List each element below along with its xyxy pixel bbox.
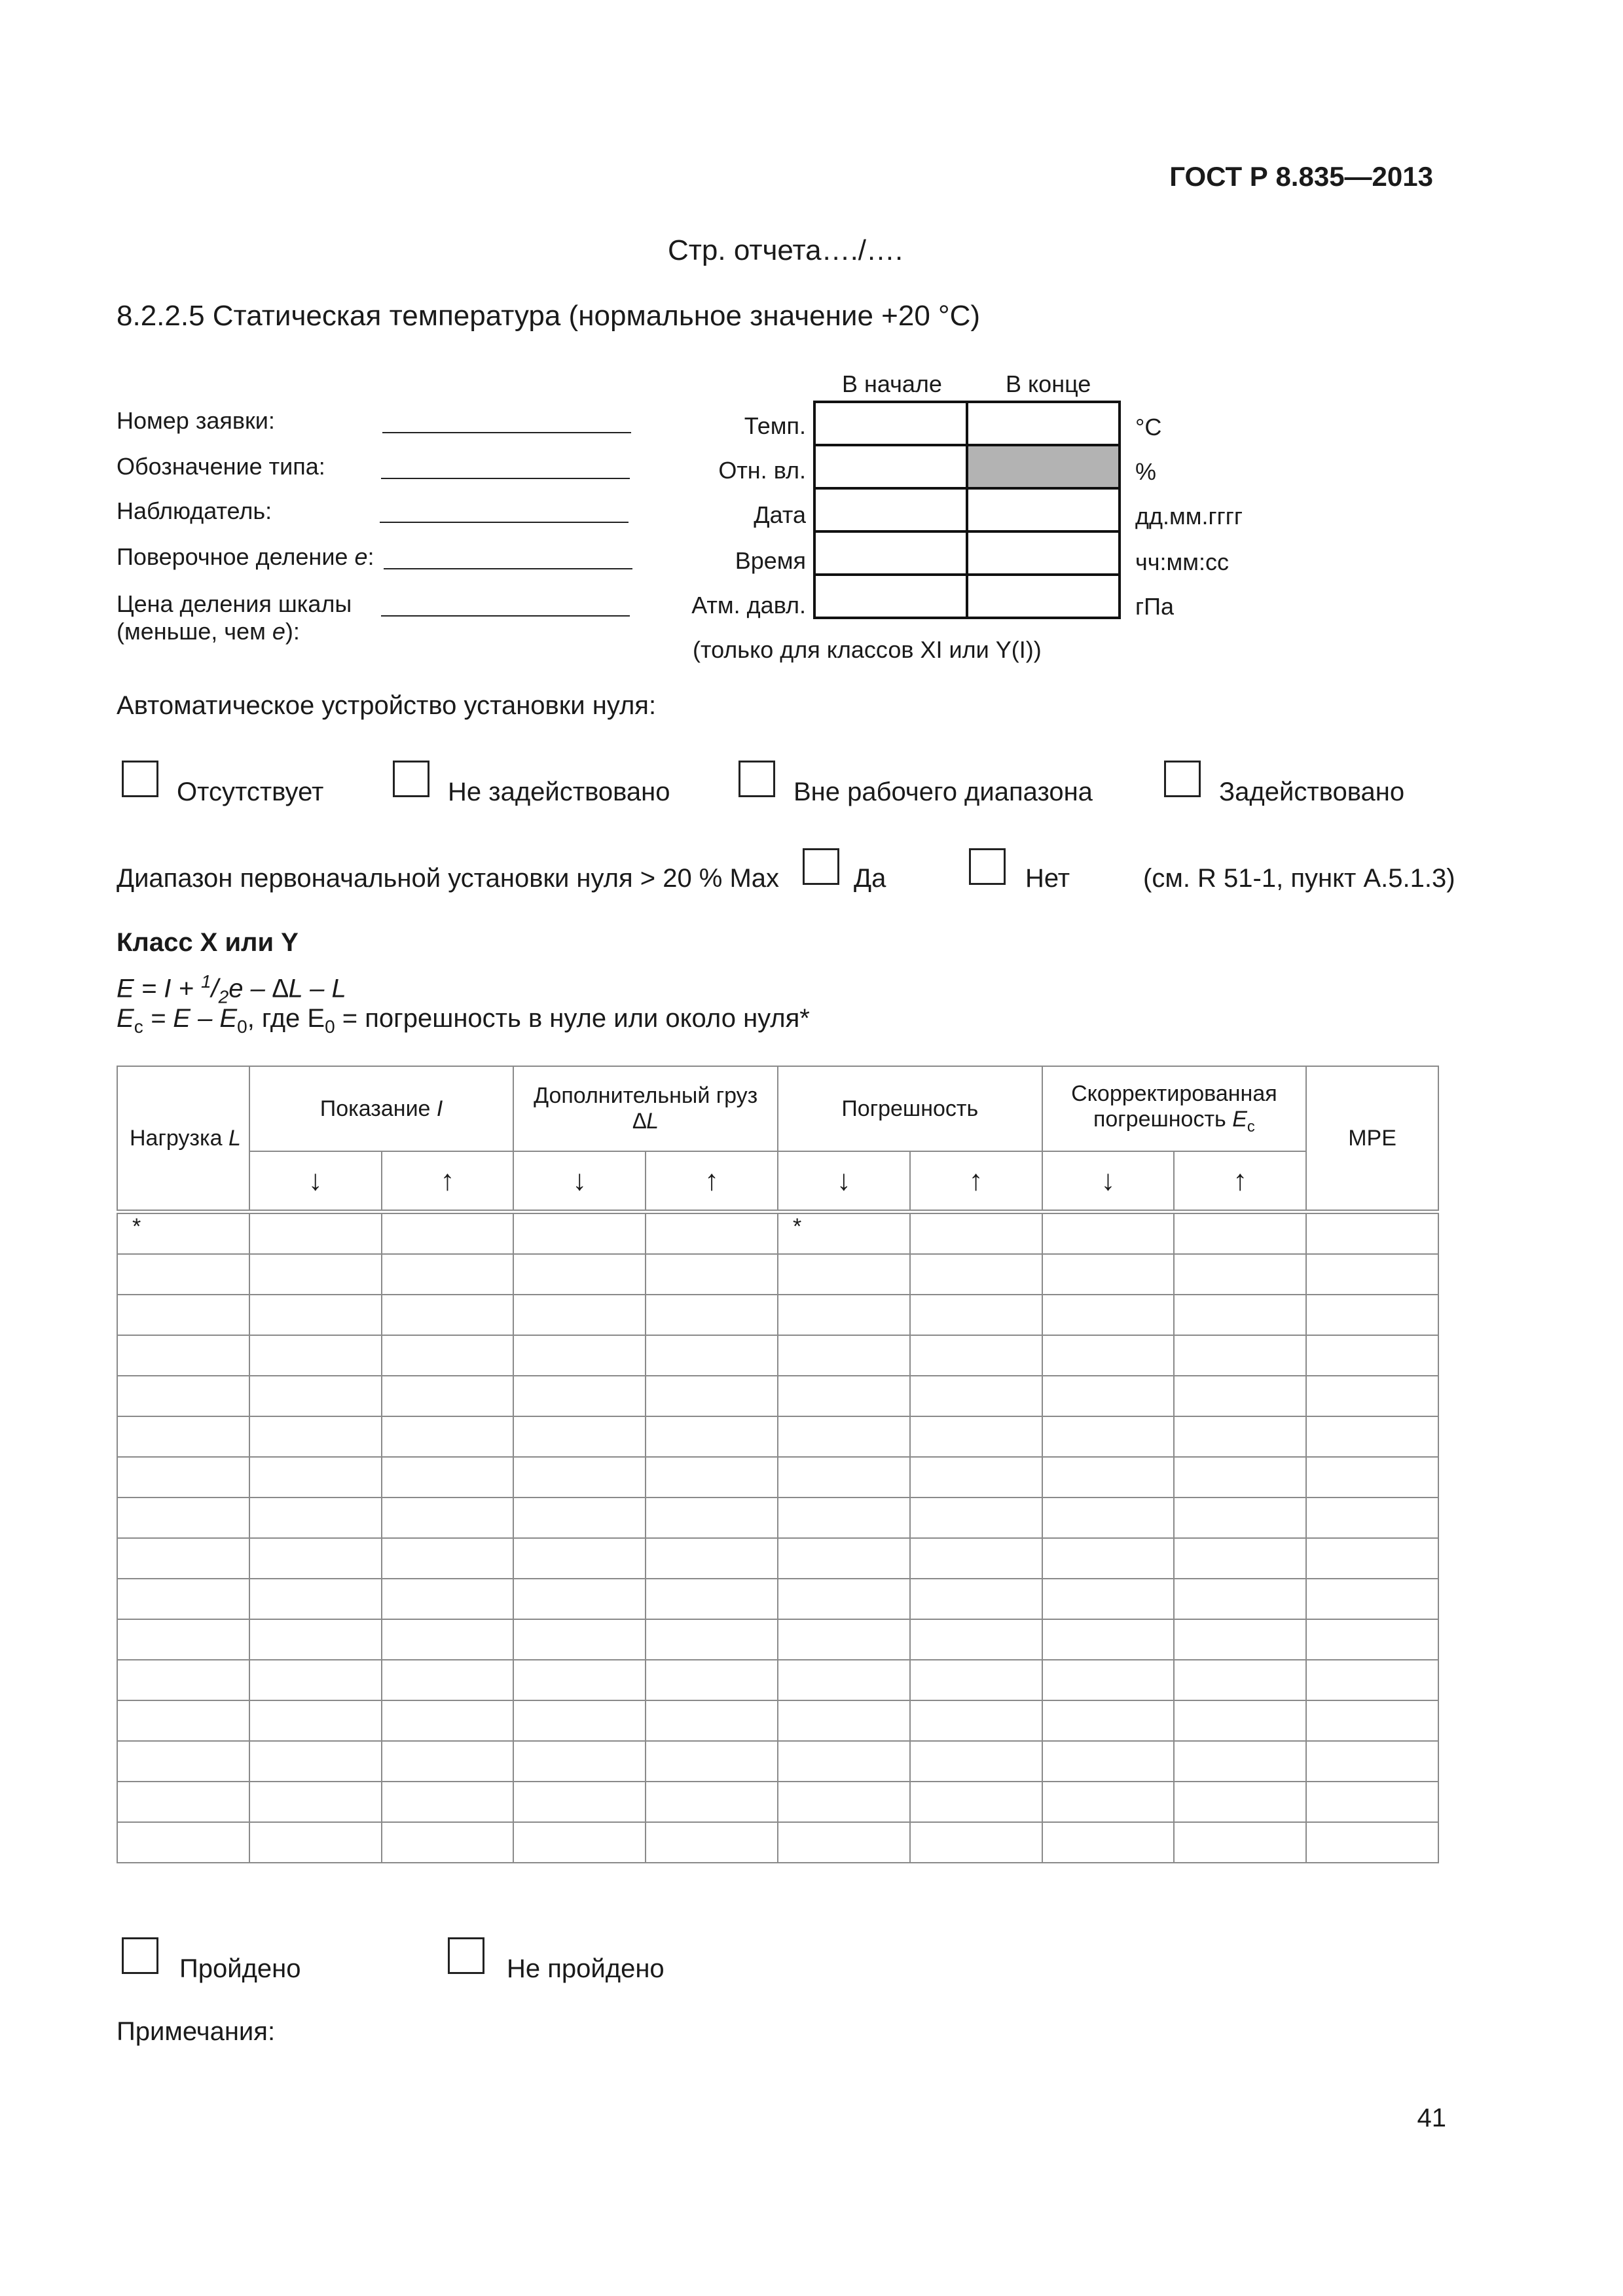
table-row xyxy=(117,1254,1438,1295)
table-cell[interactable] xyxy=(382,1457,514,1498)
table-cell[interactable] xyxy=(910,1295,1042,1335)
zero-range-label: Диапазон первоначальной установки нуля > 20 % Max xyxy=(117,864,780,893)
table-cell[interactable] xyxy=(1306,1660,1438,1700)
table-cell[interactable] xyxy=(249,1619,382,1660)
checkbox-engaged[interactable] xyxy=(1164,761,1201,797)
table-cell[interactable] xyxy=(382,1822,514,1863)
table-cell[interactable] xyxy=(910,1376,1042,1416)
cell-humidity-start[interactable] xyxy=(814,445,967,488)
table-cell[interactable] xyxy=(513,1335,646,1376)
table-cell[interactable] xyxy=(1174,1498,1306,1538)
table-row xyxy=(117,1416,1438,1457)
table-cell[interactable] xyxy=(1042,1741,1175,1782)
arrow-up-icon: ↑ xyxy=(646,1151,778,1212)
table-cell[interactable] xyxy=(117,1498,249,1538)
checkbox-absent[interactable] xyxy=(122,761,158,797)
table-cell[interactable] xyxy=(1042,1619,1175,1660)
field-line-scale-division[interactable] xyxy=(381,615,630,617)
table-cell[interactable] xyxy=(382,1660,514,1700)
checkbox-no[interactable] xyxy=(969,848,1006,885)
cell-date-end[interactable] xyxy=(967,488,1120,531)
table-cell[interactable] xyxy=(117,1660,249,1700)
table-cell[interactable] xyxy=(910,1700,1042,1741)
label-absent: Отсутствует xyxy=(177,778,324,806)
table-cell[interactable] xyxy=(1042,1498,1175,1538)
table-cell[interactable] xyxy=(1174,1212,1306,1255)
table-row xyxy=(117,1579,1438,1619)
conditions-unit-humidity: % xyxy=(1135,458,1157,485)
table-cell[interactable] xyxy=(249,1741,382,1782)
conditions-table xyxy=(813,401,1121,619)
table-cell[interactable] xyxy=(646,1254,778,1295)
field-label-observer: Наблюдатель: xyxy=(117,497,272,524)
table-cell[interactable] xyxy=(117,1700,249,1741)
conditions-row-label-pressure: Атм. давл. xyxy=(691,592,806,619)
table-cell[interactable] xyxy=(1042,1457,1175,1498)
table-cell[interactable] xyxy=(1174,1457,1306,1498)
table-cell[interactable] xyxy=(1042,1212,1175,1255)
conditions-row-label-humidity: Отн. вл. xyxy=(718,457,806,484)
table-cell[interactable] xyxy=(910,1335,1042,1376)
table-cell[interactable] xyxy=(117,1376,249,1416)
table-row xyxy=(117,1538,1438,1579)
col-header-additional-load: Дополнительный груз ∆L xyxy=(513,1066,778,1151)
arrow-up-icon: ↑ xyxy=(1174,1151,1306,1212)
col-header-mpe: MPE xyxy=(1306,1066,1438,1212)
table-cell[interactable] xyxy=(646,1457,778,1498)
table-cell[interactable] xyxy=(117,1822,249,1863)
conditions-col-end: В конце xyxy=(1006,370,1091,397)
table-cell[interactable] xyxy=(910,1619,1042,1660)
table-cell[interactable] xyxy=(249,1416,382,1457)
table-cell[interactable] xyxy=(249,1335,382,1376)
field-label-type-designation: Обозначение типа: xyxy=(117,453,325,480)
col-header-load: Нагрузка L xyxy=(117,1066,249,1212)
label-yes: Да xyxy=(854,864,886,893)
table-row xyxy=(117,1660,1438,1700)
table-cell[interactable] xyxy=(1174,1619,1306,1660)
table-cell[interactable] xyxy=(117,1416,249,1457)
cell-temp-start[interactable] xyxy=(814,402,967,445)
table-row xyxy=(117,1822,1438,1863)
table-cell[interactable] xyxy=(1174,1660,1306,1700)
table-cell[interactable] xyxy=(910,1212,1042,1255)
table-row xyxy=(117,1619,1438,1660)
table-cell[interactable] xyxy=(513,1457,646,1498)
label-not-engaged: Не задействовано xyxy=(448,778,670,806)
arrow-down-icon: ↓ xyxy=(249,1151,382,1212)
table-cell[interactable] xyxy=(1306,1538,1438,1579)
table-cell[interactable] xyxy=(513,1741,646,1782)
conditions-unit-date: дд.мм.гггг xyxy=(1135,503,1243,529)
table-cell[interactable] xyxy=(249,1457,382,1498)
formula-error: $E = I + ^1/_2e - \Delta L - L$ xyxy=(117,971,346,1007)
table-cell[interactable] xyxy=(1042,1700,1175,1741)
label-out-of-range: Вне рабочего диапазона xyxy=(793,778,1093,806)
table-cell[interactable] xyxy=(778,1498,910,1538)
col-header-corrected-error: Скорректированная погрешность $E_c$ xyxy=(1042,1066,1307,1151)
table-cell[interactable] xyxy=(1174,1254,1306,1295)
table-cell[interactable] xyxy=(1306,1619,1438,1660)
checkbox-not-engaged[interactable] xyxy=(393,761,429,797)
table-row xyxy=(117,1700,1438,1741)
col-header-reading: Показание I xyxy=(249,1066,514,1151)
conditions-row-label-temp: Темп. xyxy=(744,412,806,439)
checkbox-yes[interactable] xyxy=(803,848,839,885)
table-cell[interactable] xyxy=(646,1782,778,1822)
table-cell[interactable] xyxy=(1042,1822,1175,1863)
table-cell[interactable] xyxy=(1042,1579,1175,1619)
table-cell[interactable] xyxy=(778,1295,910,1335)
table-cell[interactable] xyxy=(910,1498,1042,1538)
table-row xyxy=(117,1295,1438,1335)
table-cell[interactable] xyxy=(382,1538,514,1579)
table-cell[interactable] xyxy=(778,1538,910,1579)
table-cell[interactable] xyxy=(1306,1335,1438,1376)
notes-label: Примечания: xyxy=(117,2017,276,2046)
zero-load-marker[interactable]: * xyxy=(117,1212,249,1255)
table-cell[interactable] xyxy=(513,1212,646,1255)
table-cell[interactable] xyxy=(1042,1660,1175,1700)
table-cell[interactable] xyxy=(910,1741,1042,1782)
table-cell[interactable] xyxy=(1306,1457,1438,1498)
table-cell[interactable] xyxy=(382,1376,514,1416)
table-cell[interactable] xyxy=(513,1660,646,1700)
table-cell[interactable] xyxy=(1174,1295,1306,1335)
table-cell[interactable] xyxy=(778,1579,910,1619)
table-cell[interactable] xyxy=(778,1416,910,1457)
table-row xyxy=(117,1457,1438,1498)
table-row xyxy=(117,1335,1438,1376)
table-cell[interactable] xyxy=(513,1619,646,1660)
cell-pressure-end[interactable] xyxy=(967,575,1120,618)
cell-time-end[interactable] xyxy=(967,531,1120,575)
table-cell[interactable] xyxy=(778,1376,910,1416)
table-cell[interactable] xyxy=(646,1212,778,1255)
cell-temp-end[interactable] xyxy=(967,402,1120,445)
conditions-row-label-time: Время xyxy=(735,547,806,574)
table-cell[interactable] xyxy=(513,1498,646,1538)
conditions-col-start: В начале xyxy=(842,370,942,397)
table-cell[interactable] xyxy=(117,1254,249,1295)
table-cell[interactable] xyxy=(1042,1376,1175,1416)
class-title: Класс X или Y xyxy=(117,928,299,957)
arrow-up-icon: ↑ xyxy=(382,1151,514,1212)
checkbox-passed[interactable] xyxy=(122,1937,158,1974)
table-cell[interactable] xyxy=(1042,1335,1175,1376)
conditions-unit-pressure: гПа xyxy=(1135,593,1175,620)
table-cell[interactable] xyxy=(1174,1579,1306,1619)
table-cell[interactable] xyxy=(1174,1416,1306,1457)
table-cell[interactable] xyxy=(1306,1376,1438,1416)
arrow-down-icon: ↓ xyxy=(513,1151,646,1212)
table-row xyxy=(117,1212,1438,1255)
table-cell[interactable] xyxy=(513,1782,646,1822)
field-line-type-designation[interactable] xyxy=(381,478,630,479)
table-row xyxy=(117,1782,1438,1822)
table-cell[interactable] xyxy=(646,1498,778,1538)
table-cell[interactable] xyxy=(1174,1700,1306,1741)
label-passed: Пройдено xyxy=(179,1954,301,1983)
table-cell[interactable] xyxy=(513,1579,646,1619)
table-cell[interactable] xyxy=(117,1619,249,1660)
table-cell[interactable] xyxy=(382,1700,514,1741)
table-cell[interactable] xyxy=(513,1416,646,1457)
conditions-row-label-date: Дата xyxy=(754,501,806,528)
table-cell[interactable] xyxy=(646,1741,778,1782)
table-cell[interactable] xyxy=(117,1782,249,1822)
label-no: Нет xyxy=(1025,864,1070,893)
table-cell[interactable] xyxy=(646,1579,778,1619)
conditions-note: (только для классов XI или Y(I)) xyxy=(693,636,1042,663)
cell-pressure-start[interactable] xyxy=(814,575,967,618)
zero-load-marker[interactable]: * xyxy=(778,1212,910,1255)
table-cell[interactable] xyxy=(910,1254,1042,1295)
table-cell[interactable] xyxy=(1306,1579,1438,1619)
table-cell[interactable] xyxy=(249,1700,382,1741)
page-number: 41 xyxy=(1417,2104,1446,2132)
table-cell[interactable] xyxy=(249,1538,382,1579)
table-cell[interactable] xyxy=(1042,1254,1175,1295)
cell-date-start[interactable] xyxy=(814,488,967,531)
table-cell[interactable] xyxy=(382,1619,514,1660)
table-cell[interactable] xyxy=(117,1335,249,1376)
formula-corrected-error: $E_c = E - E_0$, где $E_0$ = погрешность в нуле или около нуля* xyxy=(117,1004,810,1037)
table-cell[interactable] xyxy=(910,1416,1042,1457)
field-label-scale-division: Цена деления шкалы (меньше, чем e): xyxy=(117,590,352,645)
table-cell[interactable] xyxy=(1174,1782,1306,1822)
field-label-application-number: Номер заявки: xyxy=(117,407,275,434)
conditions-unit-temp: °C xyxy=(1135,414,1162,440)
table-cell[interactable] xyxy=(1306,1254,1438,1295)
table-cell[interactable] xyxy=(1042,1538,1175,1579)
section-title: 8.2.2.5 Статическая температура (нормальное значение +20 °C) xyxy=(117,300,981,332)
checkbox-failed[interactable] xyxy=(448,1937,484,1974)
table-cell[interactable] xyxy=(382,1579,514,1619)
standard-header: ГОСТ Р 8.835—2013 xyxy=(1169,161,1433,192)
table-cell[interactable] xyxy=(1306,1700,1438,1741)
table-cell[interactable] xyxy=(1306,1212,1438,1255)
field-line-verification-division[interactable] xyxy=(384,568,632,569)
table-cell[interactable] xyxy=(249,1579,382,1619)
zero-range-reference: (см. R 51-1, пункт A.5.1.3) xyxy=(1143,864,1455,893)
table-cell[interactable] xyxy=(513,1538,646,1579)
table-cell[interactable] xyxy=(778,1782,910,1822)
field-label-verification-division: Поверочное деление e: xyxy=(117,543,374,570)
table-cell[interactable] xyxy=(1306,1822,1438,1863)
zero-device-title: Автоматическое устройство установки нуля: xyxy=(117,691,657,720)
table-cell[interactable] xyxy=(117,1579,249,1619)
table-cell[interactable] xyxy=(910,1538,1042,1579)
table-cell[interactable] xyxy=(382,1741,514,1782)
table-cell[interactable] xyxy=(910,1822,1042,1863)
table-cell[interactable] xyxy=(1042,1782,1175,1822)
table-cell[interactable] xyxy=(778,1457,910,1498)
table-cell[interactable] xyxy=(646,1822,778,1863)
col-header-error: Погрешность xyxy=(778,1066,1042,1151)
table-cell[interactable] xyxy=(249,1660,382,1700)
report-page-counter: Стр. отчета…./…. xyxy=(668,234,903,266)
table-cell[interactable] xyxy=(513,1295,646,1335)
label-engaged: Задействовано xyxy=(1219,778,1405,806)
table-cell[interactable] xyxy=(910,1660,1042,1700)
table-cell[interactable] xyxy=(1174,1376,1306,1416)
table-cell[interactable] xyxy=(1174,1822,1306,1863)
table-cell[interactable] xyxy=(117,1457,249,1498)
table-cell[interactable] xyxy=(382,1254,514,1295)
table-cell[interactable] xyxy=(778,1335,910,1376)
table-cell[interactable] xyxy=(778,1741,910,1782)
table-cell[interactable] xyxy=(117,1295,249,1335)
table-row xyxy=(117,1741,1438,1782)
table-cell[interactable] xyxy=(1306,1741,1438,1782)
table-cell[interactable] xyxy=(1174,1335,1306,1376)
cell-humidity-end xyxy=(967,445,1120,488)
table-cell[interactable] xyxy=(778,1700,910,1741)
table-cell[interactable] xyxy=(1306,1782,1438,1822)
table-row xyxy=(117,1498,1438,1538)
table-cell[interactable] xyxy=(1306,1416,1438,1457)
conditions-unit-time: чч:мм:сс xyxy=(1135,548,1230,575)
table-cell[interactable] xyxy=(778,1254,910,1295)
label-failed: Не пройдено xyxy=(507,1954,665,1983)
field-line-application-number[interactable] xyxy=(382,432,631,433)
table-cell[interactable] xyxy=(646,1376,778,1416)
table-cell[interactable] xyxy=(1174,1741,1306,1782)
table-cell[interactable] xyxy=(1042,1416,1175,1457)
table-cell[interactable] xyxy=(382,1416,514,1457)
table-cell[interactable] xyxy=(910,1782,1042,1822)
table-cell[interactable] xyxy=(646,1416,778,1457)
table-cell[interactable] xyxy=(382,1498,514,1538)
table-cell[interactable] xyxy=(513,1822,646,1863)
table-cell[interactable] xyxy=(778,1822,910,1863)
table-cell[interactable] xyxy=(646,1660,778,1700)
table-cell[interactable] xyxy=(382,1782,514,1822)
table-cell[interactable] xyxy=(646,1335,778,1376)
table-cell[interactable] xyxy=(249,1376,382,1416)
table-cell[interactable] xyxy=(249,1254,382,1295)
field-line-observer[interactable] xyxy=(380,522,629,523)
table-cell[interactable] xyxy=(513,1376,646,1416)
table-cell[interactable] xyxy=(910,1457,1042,1498)
table-cell[interactable] xyxy=(249,1212,382,1255)
table-cell[interactable] xyxy=(382,1295,514,1335)
table-cell[interactable] xyxy=(249,1498,382,1538)
arrow-up-icon: ↑ xyxy=(910,1151,1042,1212)
table-cell[interactable] xyxy=(778,1660,910,1700)
table-cell[interactable] xyxy=(382,1212,514,1255)
table-cell[interactable] xyxy=(117,1741,249,1782)
table-cell[interactable] xyxy=(249,1822,382,1863)
arrow-down-icon: ↓ xyxy=(778,1151,910,1212)
table-cell[interactable] xyxy=(249,1295,382,1335)
checkbox-out-of-range[interactable] xyxy=(739,761,775,797)
table-cell[interactable] xyxy=(910,1579,1042,1619)
table-cell[interactable] xyxy=(513,1700,646,1741)
arrow-down-icon: ↓ xyxy=(1042,1151,1175,1212)
table-cell[interactable] xyxy=(646,1700,778,1741)
table-cell[interactable] xyxy=(646,1295,778,1335)
table-cell[interactable] xyxy=(117,1538,249,1579)
table-cell[interactable] xyxy=(1306,1498,1438,1538)
table-cell[interactable] xyxy=(778,1619,910,1660)
table-cell[interactable] xyxy=(382,1335,514,1376)
table-cell[interactable] xyxy=(513,1254,646,1295)
measurement-table xyxy=(117,1066,1439,1863)
table-cell[interactable] xyxy=(1306,1295,1438,1335)
table-cell[interactable] xyxy=(249,1782,382,1822)
table-cell[interactable] xyxy=(1174,1538,1306,1579)
table-row xyxy=(117,1376,1438,1416)
table-cell[interactable] xyxy=(646,1619,778,1660)
table-cell[interactable] xyxy=(1042,1295,1175,1335)
table-cell[interactable] xyxy=(646,1538,778,1579)
cell-time-start[interactable] xyxy=(814,531,967,575)
